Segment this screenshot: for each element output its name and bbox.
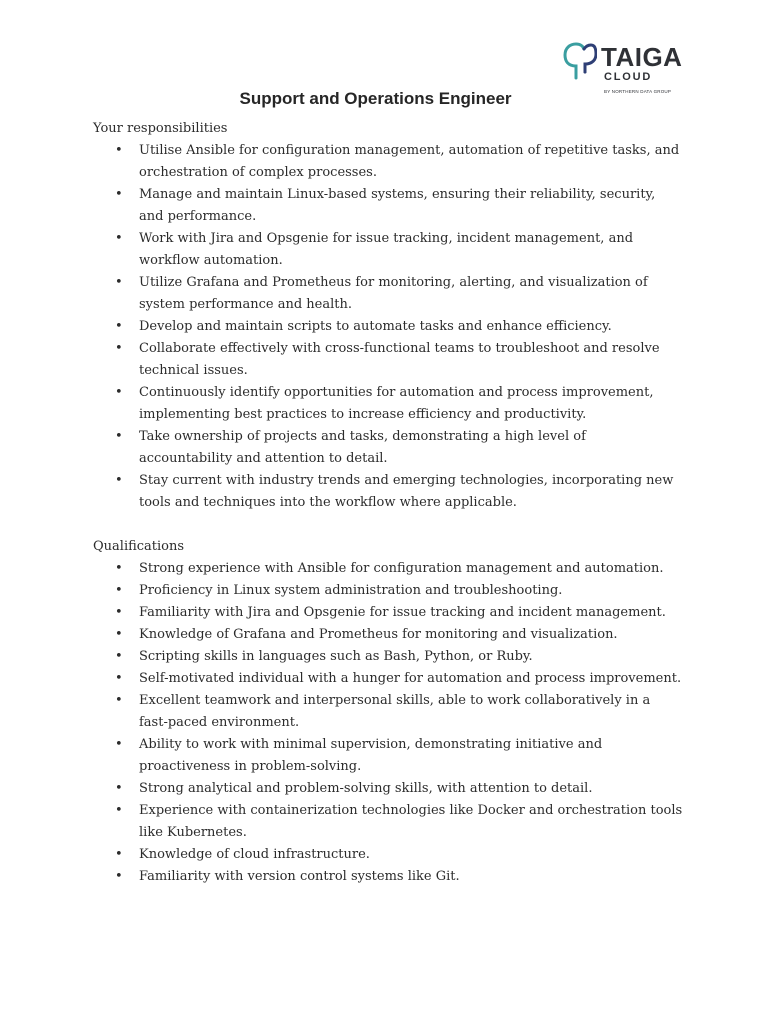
list-item: • Excellent teamwork and interpersonal skills, able to work collaboratively in a fast-paced environment.	[93, 690, 683, 734]
section-spacer	[93, 514, 683, 536]
list-item: • Knowledge of Grafana and Prometheus for monitoring and visualization.	[93, 624, 683, 646]
logo-subtitle: CLOUD	[604, 71, 653, 83]
list-item: • Utilize Grafana and Prometheus for monitoring, alerting, and visualization of system performance and health.	[93, 272, 683, 316]
list-item: • Ability to work with minimal supervision, demonstrating initiative and proactiveness in problem-solving.	[93, 734, 683, 778]
list-item: • Knowledge of cloud infrastructure.	[93, 844, 683, 866]
taiga-cloud-logo-icon	[563, 42, 597, 86]
list-item: • Develop and maintain scripts to automate tasks and enhance efficiency.	[93, 316, 683, 338]
logo-tagline: BY NORTHERN DATA GROUP	[604, 89, 672, 94]
list-item: • Work with Jira and Opsgenie for issue tracking, incident management, and workflow automation.	[93, 228, 683, 272]
list-item: • Experience with containerization technologies like Docker and orchestration tools like Kubernetes.	[93, 800, 683, 844]
list-item: • Continuously identify opportunities for automation and process improvement, implementing best practices to increase efficiency and productivity.	[93, 382, 683, 426]
list-item: • Scripting skills in languages such as Bash, Python, or Ruby.	[93, 646, 683, 668]
section-heading: Your responsibilities	[93, 121, 228, 136]
section-heading: Qualifications	[93, 539, 185, 554]
list-item: • Strong experience with Ansible for configuration management and automation.	[93, 558, 683, 580]
document-body	[93, 118, 683, 888]
logo-wordmark: TAIGA	[601, 42, 683, 72]
page-title: Support and Operations Engineer	[239, 89, 512, 109]
list-item: • Proficiency in Linux system administration and troubleshooting.	[93, 580, 683, 602]
list-item: • Strong analytical and problem-solving skills, with attention to detail.	[93, 778, 683, 800]
qualifications-list	[93, 558, 683, 888]
responsibilities-list	[93, 140, 683, 514]
list-item: • Manage and maintain Linux-based systems, ensuring their reliability, security, and performance.	[93, 184, 683, 228]
list-item: • Self-motivated individual with a hunger for automation and process improvement.	[93, 668, 683, 690]
list-item: • Familiarity with version control systems like Git.	[93, 866, 683, 888]
list-item: • Familiarity with Jira and Opsgenie for issue tracking and incident management.	[93, 602, 683, 624]
section-qualifications	[93, 536, 683, 888]
list-item: • Take ownership of projects and tasks, demonstrating a high level of accountability and attention to detail.	[93, 426, 683, 470]
list-item: • Collaborate effectively with cross-functional teams to troubleshoot and resolve technical issues.	[93, 338, 683, 382]
list-item: • Stay current with industry trends and emerging technologies, incorporating new tools and techniques into the workflow where applicable.	[93, 470, 683, 514]
section-responsibilities	[93, 118, 683, 514]
list-item: • Utilise Ansible for configuration management, automation of repetitive tasks, and orchestration of complex processes.	[93, 140, 683, 184]
